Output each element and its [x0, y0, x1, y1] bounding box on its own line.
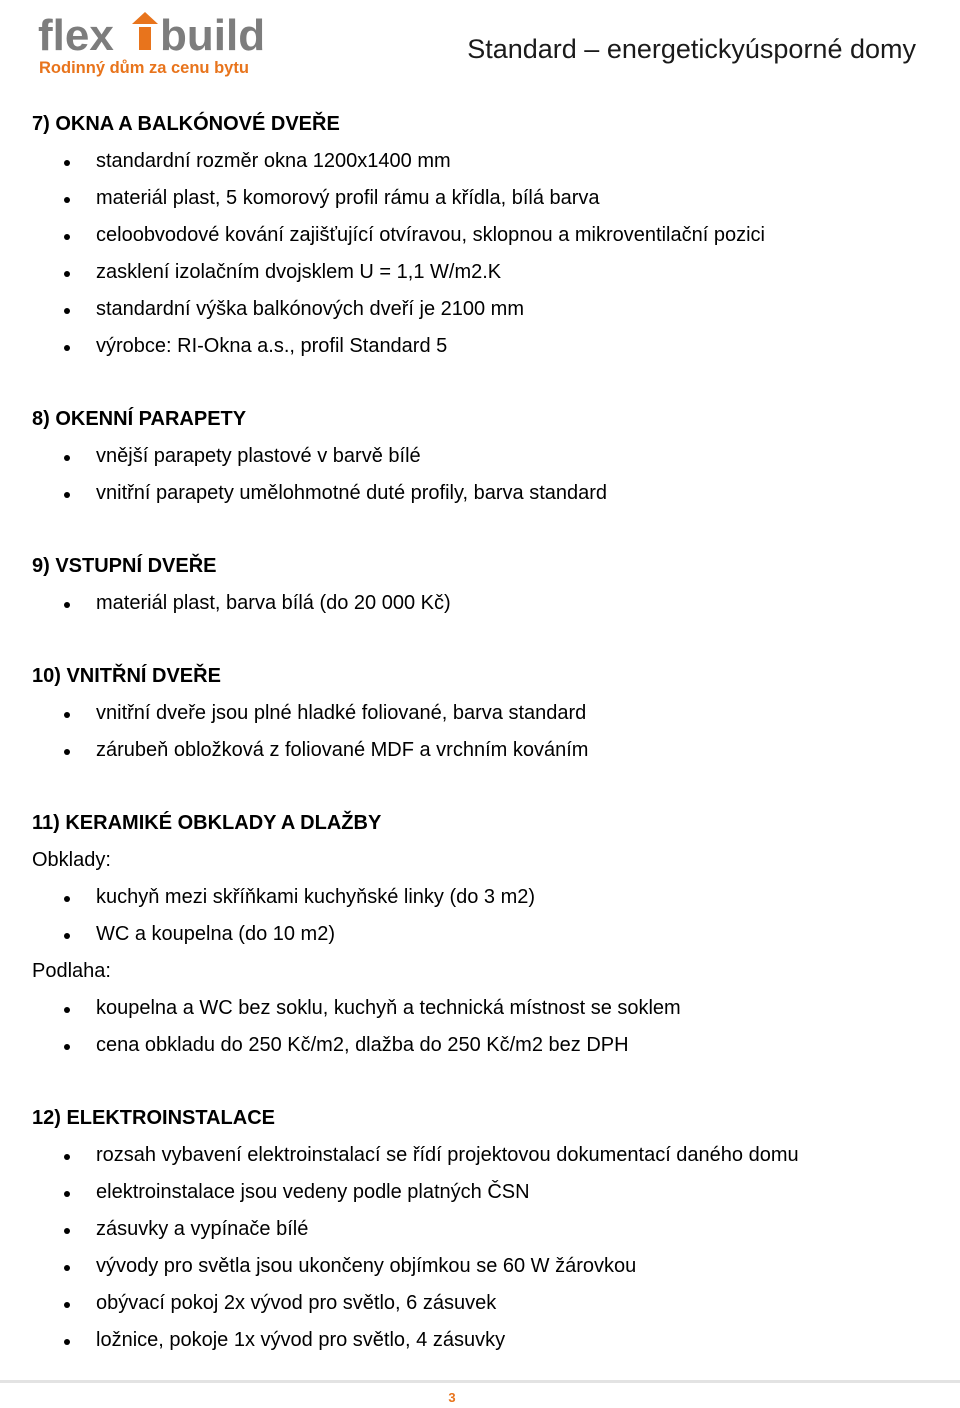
bullet-icon: [64, 197, 70, 203]
section-title: 9) VSTUPNÍ DVEŘE: [32, 555, 217, 577]
flexibuild-logo[interactable]: [36, 4, 268, 80]
bullet-icon: [64, 1191, 70, 1197]
bullet-icon: [64, 1228, 70, 1234]
list-item: [32, 1211, 932, 1248]
subgroup-label-wall-tiles: Obklady:: [32, 849, 111, 871]
bullet-icon: [64, 271, 70, 277]
list-item-text: materiál plast, barva bílá (do 20 000 Kč): [96, 592, 451, 614]
list-item-text: cena obkladu do 250 Kč/m2, dlažba do 250 Kč/m2 bez DPH: [96, 1034, 629, 1056]
list-item-text: obývací pokoj 2x vývod pro světlo, 6 zásuvek: [96, 1292, 497, 1314]
list-item-text: rozsah vybavení elektroinstalací se řídí projektovou dokumentací daného domu: [96, 1144, 799, 1166]
bullet-icon: [64, 602, 70, 608]
footer-divider: [0, 1380, 960, 1383]
list-item: [32, 217, 932, 254]
list-item: [32, 180, 932, 217]
section-title: 8) OKENNÍ PARAPETY: [32, 408, 247, 430]
list-item-text: standardní výška balkónových dveří je 2100 mm: [96, 298, 524, 320]
bullet-list: [32, 585, 932, 622]
bullet-icon: [64, 1154, 70, 1160]
list-item-text: ložnice, pokoje 1x vývod pro světlo, 4 zásuvky: [96, 1329, 506, 1351]
list-item: [32, 1027, 932, 1064]
bullet-icon: [64, 1044, 70, 1050]
list-item-text: vývody pro světla jsou ukončeny objímkou se 60 W žárovkou: [96, 1255, 637, 1277]
page-number: 3: [448, 1390, 456, 1405]
bullet-icon: [64, 160, 70, 166]
svg-text:build: build: [160, 11, 266, 60]
bullet-list: [32, 990, 932, 1064]
logo-graphic: [36, 4, 268, 80]
list-item: [32, 143, 932, 180]
page-header: [0, 0, 960, 90]
bullet-icon: [64, 308, 70, 314]
list-item-text: vnitřní parapety umělohmotné duté profily, barva standard: [96, 482, 608, 504]
list-item-text: WC a koupelna (do 10 m2): [96, 923, 336, 945]
section-interior-doors: [32, 658, 932, 769]
bullet-icon: [64, 896, 70, 902]
list-item-text: vnější parapety plastové v barvě bílé: [96, 445, 421, 467]
subgroup-label-floor: Podlaha:: [32, 960, 111, 982]
bullet-list: [32, 879, 932, 953]
list-item: [32, 1322, 932, 1359]
list-item: [32, 695, 932, 732]
list-item-text: standardní rozměr okna 1200x1400 mm: [96, 150, 451, 172]
list-item: [32, 732, 932, 769]
bullet-icon: [64, 1265, 70, 1271]
section-window-sills: [32, 401, 932, 512]
bullet-icon: [64, 933, 70, 939]
bullet-list: [32, 695, 932, 769]
list-item-text: celoobvodové kování zajišťující otvíravou, sklopnou a mikroventilační pozici: [96, 224, 765, 246]
document-title: Standard – energetickyúsporné domy: [467, 34, 916, 64]
list-item: [32, 1174, 932, 1211]
list-item: [32, 328, 932, 365]
bullet-icon: [64, 712, 70, 718]
list-item-text: zárubeň obložková z foliované MDF a vrchním kováním: [96, 739, 589, 761]
list-item-text: elektroinstalace jsou vedeny podle platných ČSN: [96, 1181, 530, 1203]
section-entrance-door: [32, 548, 932, 622]
list-item: [32, 879, 932, 916]
list-item: [32, 585, 932, 622]
list-item-text: materiál plast, 5 komorový profil rámu a křídla, bílá barva: [96, 187, 600, 209]
bullet-icon: [64, 345, 70, 351]
bullet-icon: [64, 455, 70, 461]
section-title: 11) KERAMIKÉ OBKLADY A DLAŽBY: [32, 812, 382, 834]
bullet-icon: [64, 492, 70, 498]
list-item: [32, 916, 932, 953]
list-item-text: výrobce: RI-Okna a.s., profil Standard 5: [96, 335, 448, 357]
svg-text:flex: flex: [38, 11, 114, 60]
bullet-icon: [64, 1302, 70, 1308]
list-item: [32, 990, 932, 1027]
list-item-text: zasklení izolačním dvojsklem U = 1,1 W/m2.K: [96, 261, 502, 283]
bullet-list: [32, 438, 932, 512]
bullet-icon: [64, 749, 70, 755]
list-item-text: koupelna a WC bez soklu, kuchyň a technická místnost se soklem: [96, 997, 681, 1019]
list-item-text: zásuvky a vypínače bílé: [96, 1218, 309, 1240]
list-item: [32, 1285, 932, 1322]
list-item: [32, 475, 932, 512]
list-item-text: vnitřní dveře jsou plné hladké foliované, barva standard: [96, 702, 587, 724]
bullet-icon: [64, 1007, 70, 1013]
svg-text:Rodinný dům za cenu bytu: Rodinný dům za cenu bytu: [39, 59, 249, 77]
list-item: [32, 1248, 932, 1285]
list-item: [32, 1137, 932, 1174]
list-item: [32, 291, 932, 328]
bullet-list: [32, 1137, 932, 1359]
section-title: 10) VNITŘNÍ DVEŘE: [32, 665, 221, 687]
list-item: [32, 438, 932, 475]
bullet-list: [32, 143, 932, 365]
house-i-icon: [132, 12, 158, 50]
section-title: 12) ELEKTROINSTALACE: [32, 1107, 275, 1129]
section-title: 7) OKNA A BALKÓNOVÉ DVEŘE: [32, 113, 340, 135]
list-item-text: kuchyň mezi skříňkami kuchyňské linky (do 3 m2): [96, 886, 536, 908]
section-electrical: [32, 1100, 932, 1359]
section-windows: [32, 106, 932, 365]
list-item: [32, 254, 932, 291]
section-ceramic-tiles: [32, 805, 932, 1064]
bullet-icon: [64, 1339, 70, 1345]
document-body: [32, 106, 932, 1359]
bullet-icon: [64, 234, 70, 240]
